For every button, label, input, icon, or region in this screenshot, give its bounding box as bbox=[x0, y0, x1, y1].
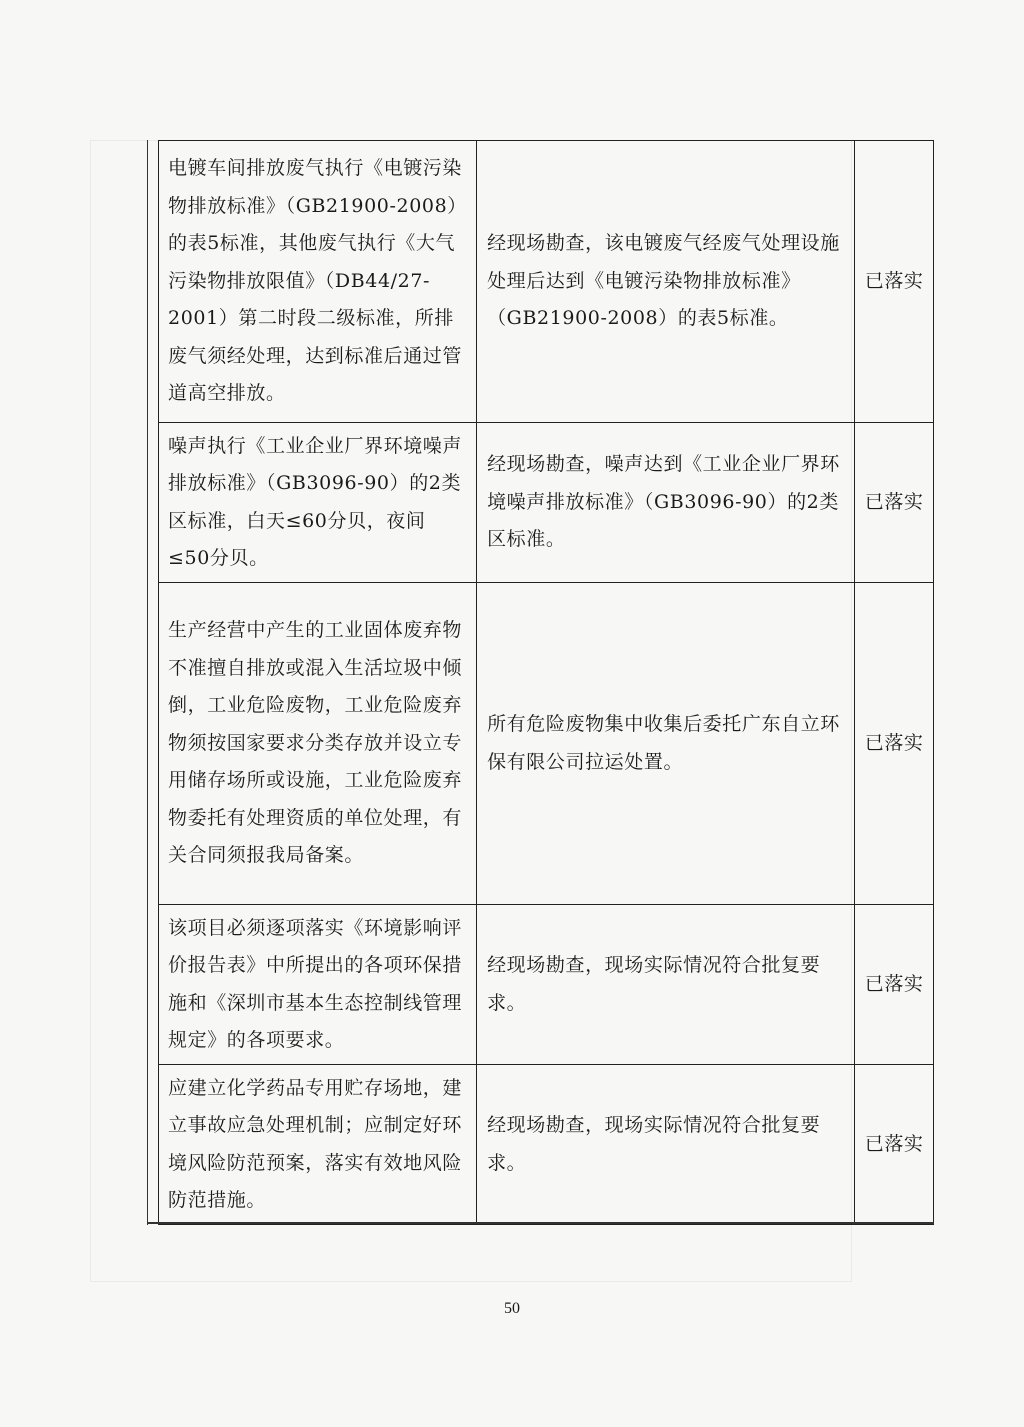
result-cell: 所有危险废物集中收集后委托广东自立环保有限公司拉运处置。 bbox=[477, 583, 855, 905]
status-cell: 已落实 bbox=[855, 1065, 934, 1225]
table-row bbox=[159, 423, 934, 583]
requirement-cell: 生产经营中产生的工业固体废弃物不准擅自排放或混入生活垃圾中倾倒，工业危险废物，工业危险废弃物须按国家要求分类存放并设立专用储存场所或设施，工业危险废弃物委托有处理资质的单位处理，有关合同须报我局备案。 bbox=[159, 583, 477, 905]
table-bottom-rule bbox=[147, 1222, 934, 1224]
table-left-rule bbox=[147, 140, 148, 1225]
status-cell: 已落实 bbox=[855, 423, 934, 583]
table-row bbox=[159, 905, 934, 1065]
result-cell: 经现场勘查，现场实际情况符合批复要求。 bbox=[477, 1065, 855, 1225]
requirement-cell: 电镀车间排放废气执行《电镀污染物排放标准》（GB21900-2008）的表5标准，其他废气执行《大气污染物排放限值》（DB44/27-2001）第二时段二级标准，所排废气须经处理，达到标准后通过管道高空排放。 bbox=[159, 141, 477, 423]
page-number: 50 bbox=[504, 1300, 520, 1317]
requirement-cell: 该项目必须逐项落实《环境影响评价报告表》中所提出的各项环保措施和《深圳市基本生态控制线管理规定》的各项要求。 bbox=[159, 905, 477, 1065]
status-cell: 已落实 bbox=[855, 141, 934, 423]
compliance-table bbox=[158, 140, 934, 1225]
table-row bbox=[159, 1065, 934, 1225]
status-cell: 已落实 bbox=[855, 905, 934, 1065]
requirement-cell: 应建立化学药品专用贮存场地，建立事故应急处理机制；应制定好环境风险防范预案，落实有效地风险防范措施。 bbox=[159, 1065, 477, 1225]
table-row bbox=[159, 583, 934, 905]
result-cell: 经现场勘查，噪声达到《工业企业厂界环境噪声排放标准》（GB3096-90）的2类区标准。 bbox=[477, 423, 855, 583]
status-cell: 已落实 bbox=[855, 583, 934, 905]
result-cell: 经现场勘查，现场实际情况符合批复要求。 bbox=[477, 905, 855, 1065]
table-row bbox=[159, 141, 934, 423]
requirement-cell: 噪声执行《工业企业厂界环境噪声排放标准》（GB3096-90）的2类区标准，白天≤60分贝，夜间≤50分贝。 bbox=[159, 423, 477, 583]
result-cell: 经现场勘查，该电镀废气经废气处理设施处理后达到《电镀污染物排放标准》（GB21900-2008）的表5标准。 bbox=[477, 141, 855, 423]
